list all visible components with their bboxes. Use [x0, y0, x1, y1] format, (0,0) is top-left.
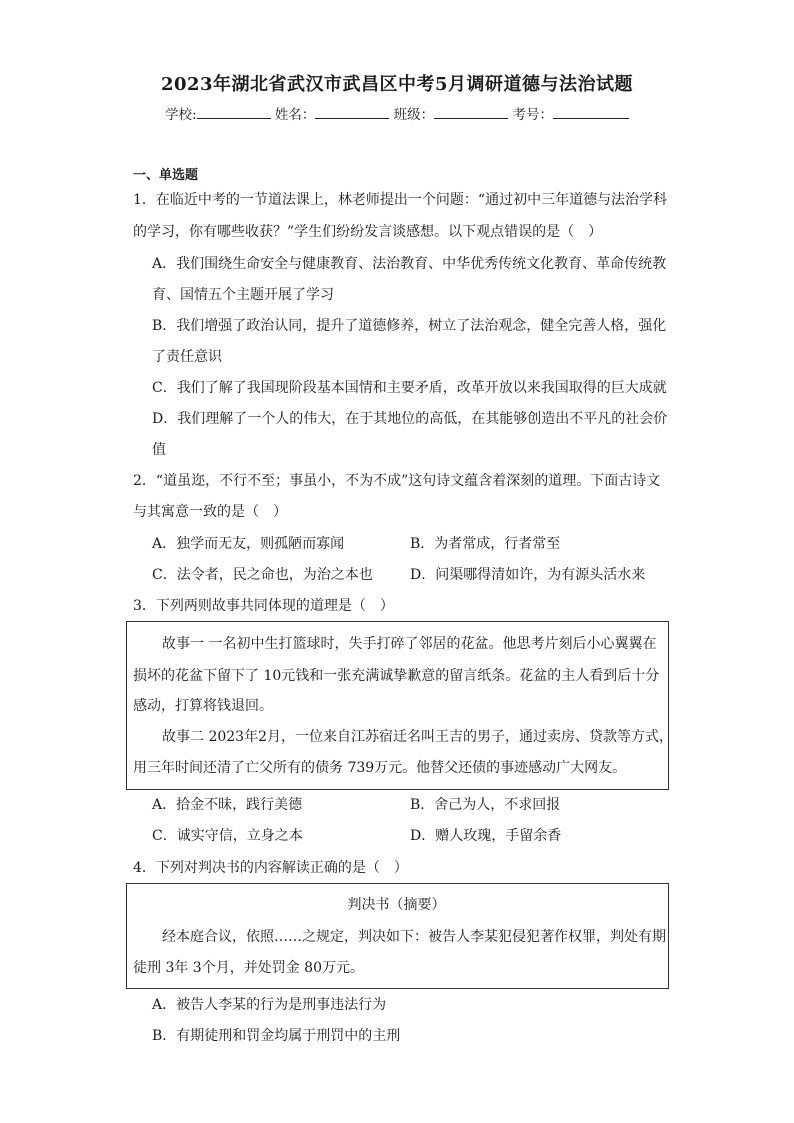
q1-stem-line1: 1．在临近中考的一节道法课上，林老师提出一个问题：“通过初中三年道德与法治学科	[133, 192, 668, 208]
class-blank[interactable]	[434, 104, 508, 119]
q1-option-d-cont: 值	[152, 442, 166, 458]
q1-option-a: A．我们围绕生命安全与健康教育、法治教育、中华优秀传统文化教育、革命传统教	[152, 256, 667, 272]
class-label: 班级：	[393, 107, 435, 123]
q3-option-c: C．诚实守信，立身之本	[152, 828, 303, 844]
q3-story1-line1: 故事一 一名初中生打篮球时，失手打碎了邻居的花盆。他思考片刻后小心翼翼在	[162, 636, 657, 652]
q1-option-b: B．我们增强了政治认同，提升了道德修养，树立了法治观念，健全完善人格，强化	[152, 318, 667, 334]
q3-option-a: A．拾金不昧，践行美德	[152, 797, 303, 813]
q4-verdict-line2: 徒刑 3年 3个月，并处罚金 80万元。	[133, 960, 364, 976]
exam-title: 2023年湖北省武汉市武昌区中考5月调研道德与法治试题	[160, 74, 634, 95]
q4-option-b: B．有期徒刑和罚金均属于刑罚中的主刑	[152, 1028, 401, 1044]
q3-story1-line2: 损坏的花盆下留下了 10元钱和一张充满诚挚歉意的留言纸条。花盆的主人看到后十分	[133, 668, 660, 684]
q3-stem: 3．下列两则故事共同体现的道理是（ ）	[133, 598, 394, 614]
student-info-row	[0, 103, 794, 123]
name-blank[interactable]	[315, 104, 389, 119]
q4-verdict-line1: 经本庭合议，依照……之规定，判决如下：被告人李某犯侵犯著作权罪，判处有期	[162, 929, 666, 945]
exam-no-blank[interactable]	[553, 104, 629, 119]
q1-option-d: D．我们理解了一个人的伟大，在于其地位的高低，在其能够创造出不平凡的社会价	[152, 411, 668, 427]
q4-verdict-title: 判决书（摘要）	[347, 897, 446, 913]
q1-option-b-cont: 了责任意识	[152, 349, 222, 365]
q1-option-a-cont: 育、国情五个主题开展了学习	[152, 287, 334, 303]
q4-stem: 4．下列对判决书的内容解读正确的是（ ）	[133, 860, 408, 876]
q2-option-c: C．法令者，民之命也，为治之本也	[152, 567, 373, 583]
q3-option-d: D．赠人玫瑰，手留余香	[410, 828, 562, 844]
q2-option-a: A．独学而无友，则孤陋而寡闻	[152, 536, 345, 552]
q4-option-a: A．被告人李某的行为是刑事违法行为	[152, 997, 387, 1013]
exam-no-label: 考号：	[512, 107, 553, 123]
q3-story1-line3: 感动，打算将钱退回。	[133, 698, 273, 714]
q3-story2-line1: 故事二 2023年2月，一位来自江苏宿迁名叫王吉的男子，通过卖房、贷款等方式，	[162, 729, 673, 745]
q1-option-c: C．我们了解了我国现阶段基本国情和主要矛盾，改革开放以来我国取得的巨大成就	[152, 380, 667, 396]
q2-stem-line2: 与其寓意一致的是（ ）	[133, 504, 287, 520]
q3-story2-line2: 用三年时间还清了亡父所有的债务 739万元。他替父还债的事迹感动广大网友。	[133, 760, 627, 776]
school-label: 学校:	[165, 107, 197, 123]
q2-option-d: D．问渠哪得清如许，为有源头活水来	[410, 567, 646, 583]
q3-option-b: B．舍己为人，不求回报	[410, 797, 561, 813]
q1-stem-line2: 的学习，你有哪些收获？”学生们纷纷发言谈感想。以下观点错误的是（ ）	[133, 224, 603, 240]
section-heading: 一、单选题	[133, 168, 199, 183]
q2-option-b: B．为者常成，行者常至	[410, 536, 561, 552]
q2-stem-line1: 2．“道虽迩，不行不至；事虽小，不为不成”这句诗文蕴含着深刻的道理。下面古诗文	[133, 473, 661, 489]
name-label: 姓名：	[274, 107, 316, 123]
school-blank[interactable]	[197, 104, 271, 119]
